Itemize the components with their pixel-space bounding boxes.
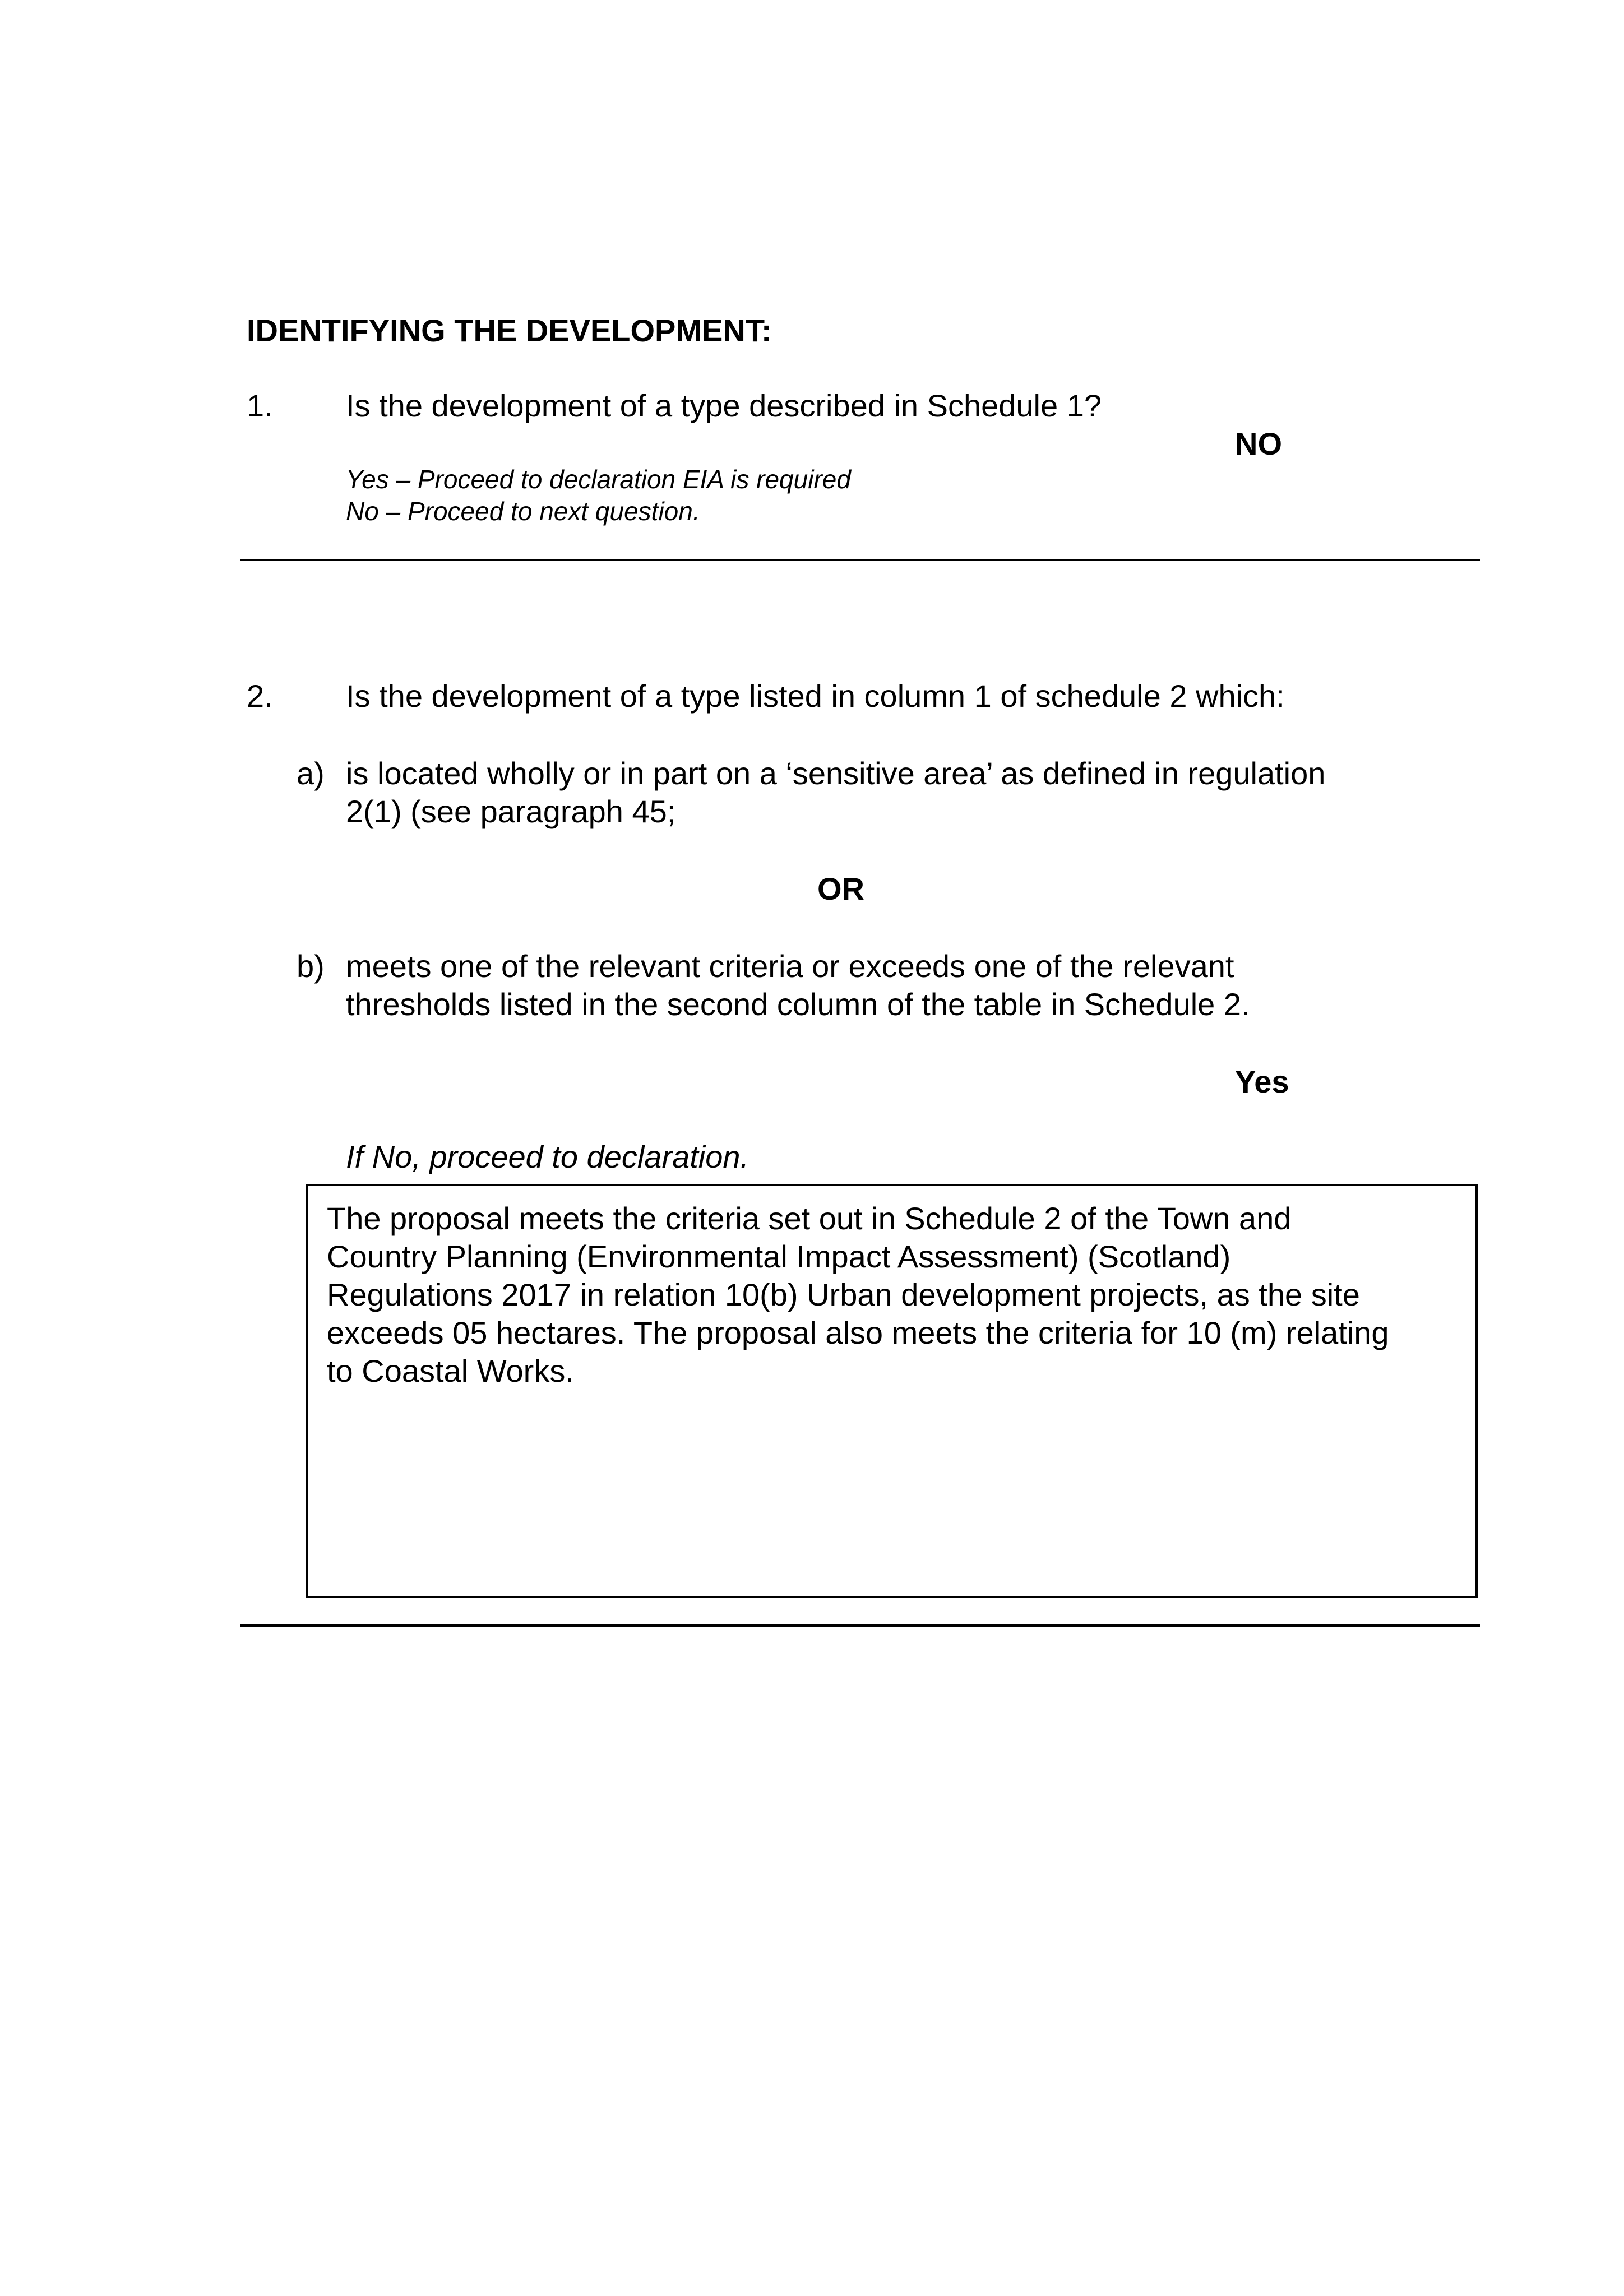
section-divider-1 [240,559,1480,561]
section-divider-2 [240,1624,1480,1627]
section-heading: IDENTIFYING THE DEVELOPMENT: [247,313,772,348]
question-2-answer: Yes [1235,1064,1289,1099]
question-1-answer: NO [1235,426,1282,461]
option-b-line-1: meets one of the relevant criteria or exceeds one of the relevant [346,948,1234,984]
option-b-marker: b) [297,948,325,984]
question-1-number: 1. [247,388,273,423]
response-line-3: Regulations 2017 in relation 10(b) Urban development projects, as the site [327,1277,1360,1312]
response-text-box[interactable] [306,1184,1478,1598]
response-line-5: to Coastal Works. [327,1353,574,1388]
question-1-guidance-yes: Yes – Proceed to declaration EIA is required [346,465,851,494]
option-a-line-1: is located wholly or in part on a ‘sensitive area’ as defined in regulation [346,756,1326,791]
question-2-instruction: If No, proceed to declaration. [346,1139,749,1174]
response-line-4: exceeds 05 hectares. The proposal also meets the criteria for 10 (m) relating [327,1315,1389,1350]
or-separator: OR [817,871,864,906]
question-2-text: Is the development of a type listed in column 1 of schedule 2 which: [346,678,1285,714]
question-1-text: Is the development of a type described in Schedule 1? [346,388,1102,423]
response-line-1: The proposal meets the criteria set out in Schedule 2 of the Town and [327,1201,1292,1236]
question-2-number: 2. [247,678,273,714]
question-1-guidance-no: No – Proceed to next question. [346,497,700,526]
option-a-line-2: 2(1) (see paragraph 45; [346,794,676,829]
option-a-marker: a) [297,756,325,791]
option-b-line-2: thresholds listed in the second column of the table in Schedule 2. [346,987,1250,1022]
response-line-2: Country Planning (Environmental Impact Assessment) (Scotland) [327,1239,1231,1274]
